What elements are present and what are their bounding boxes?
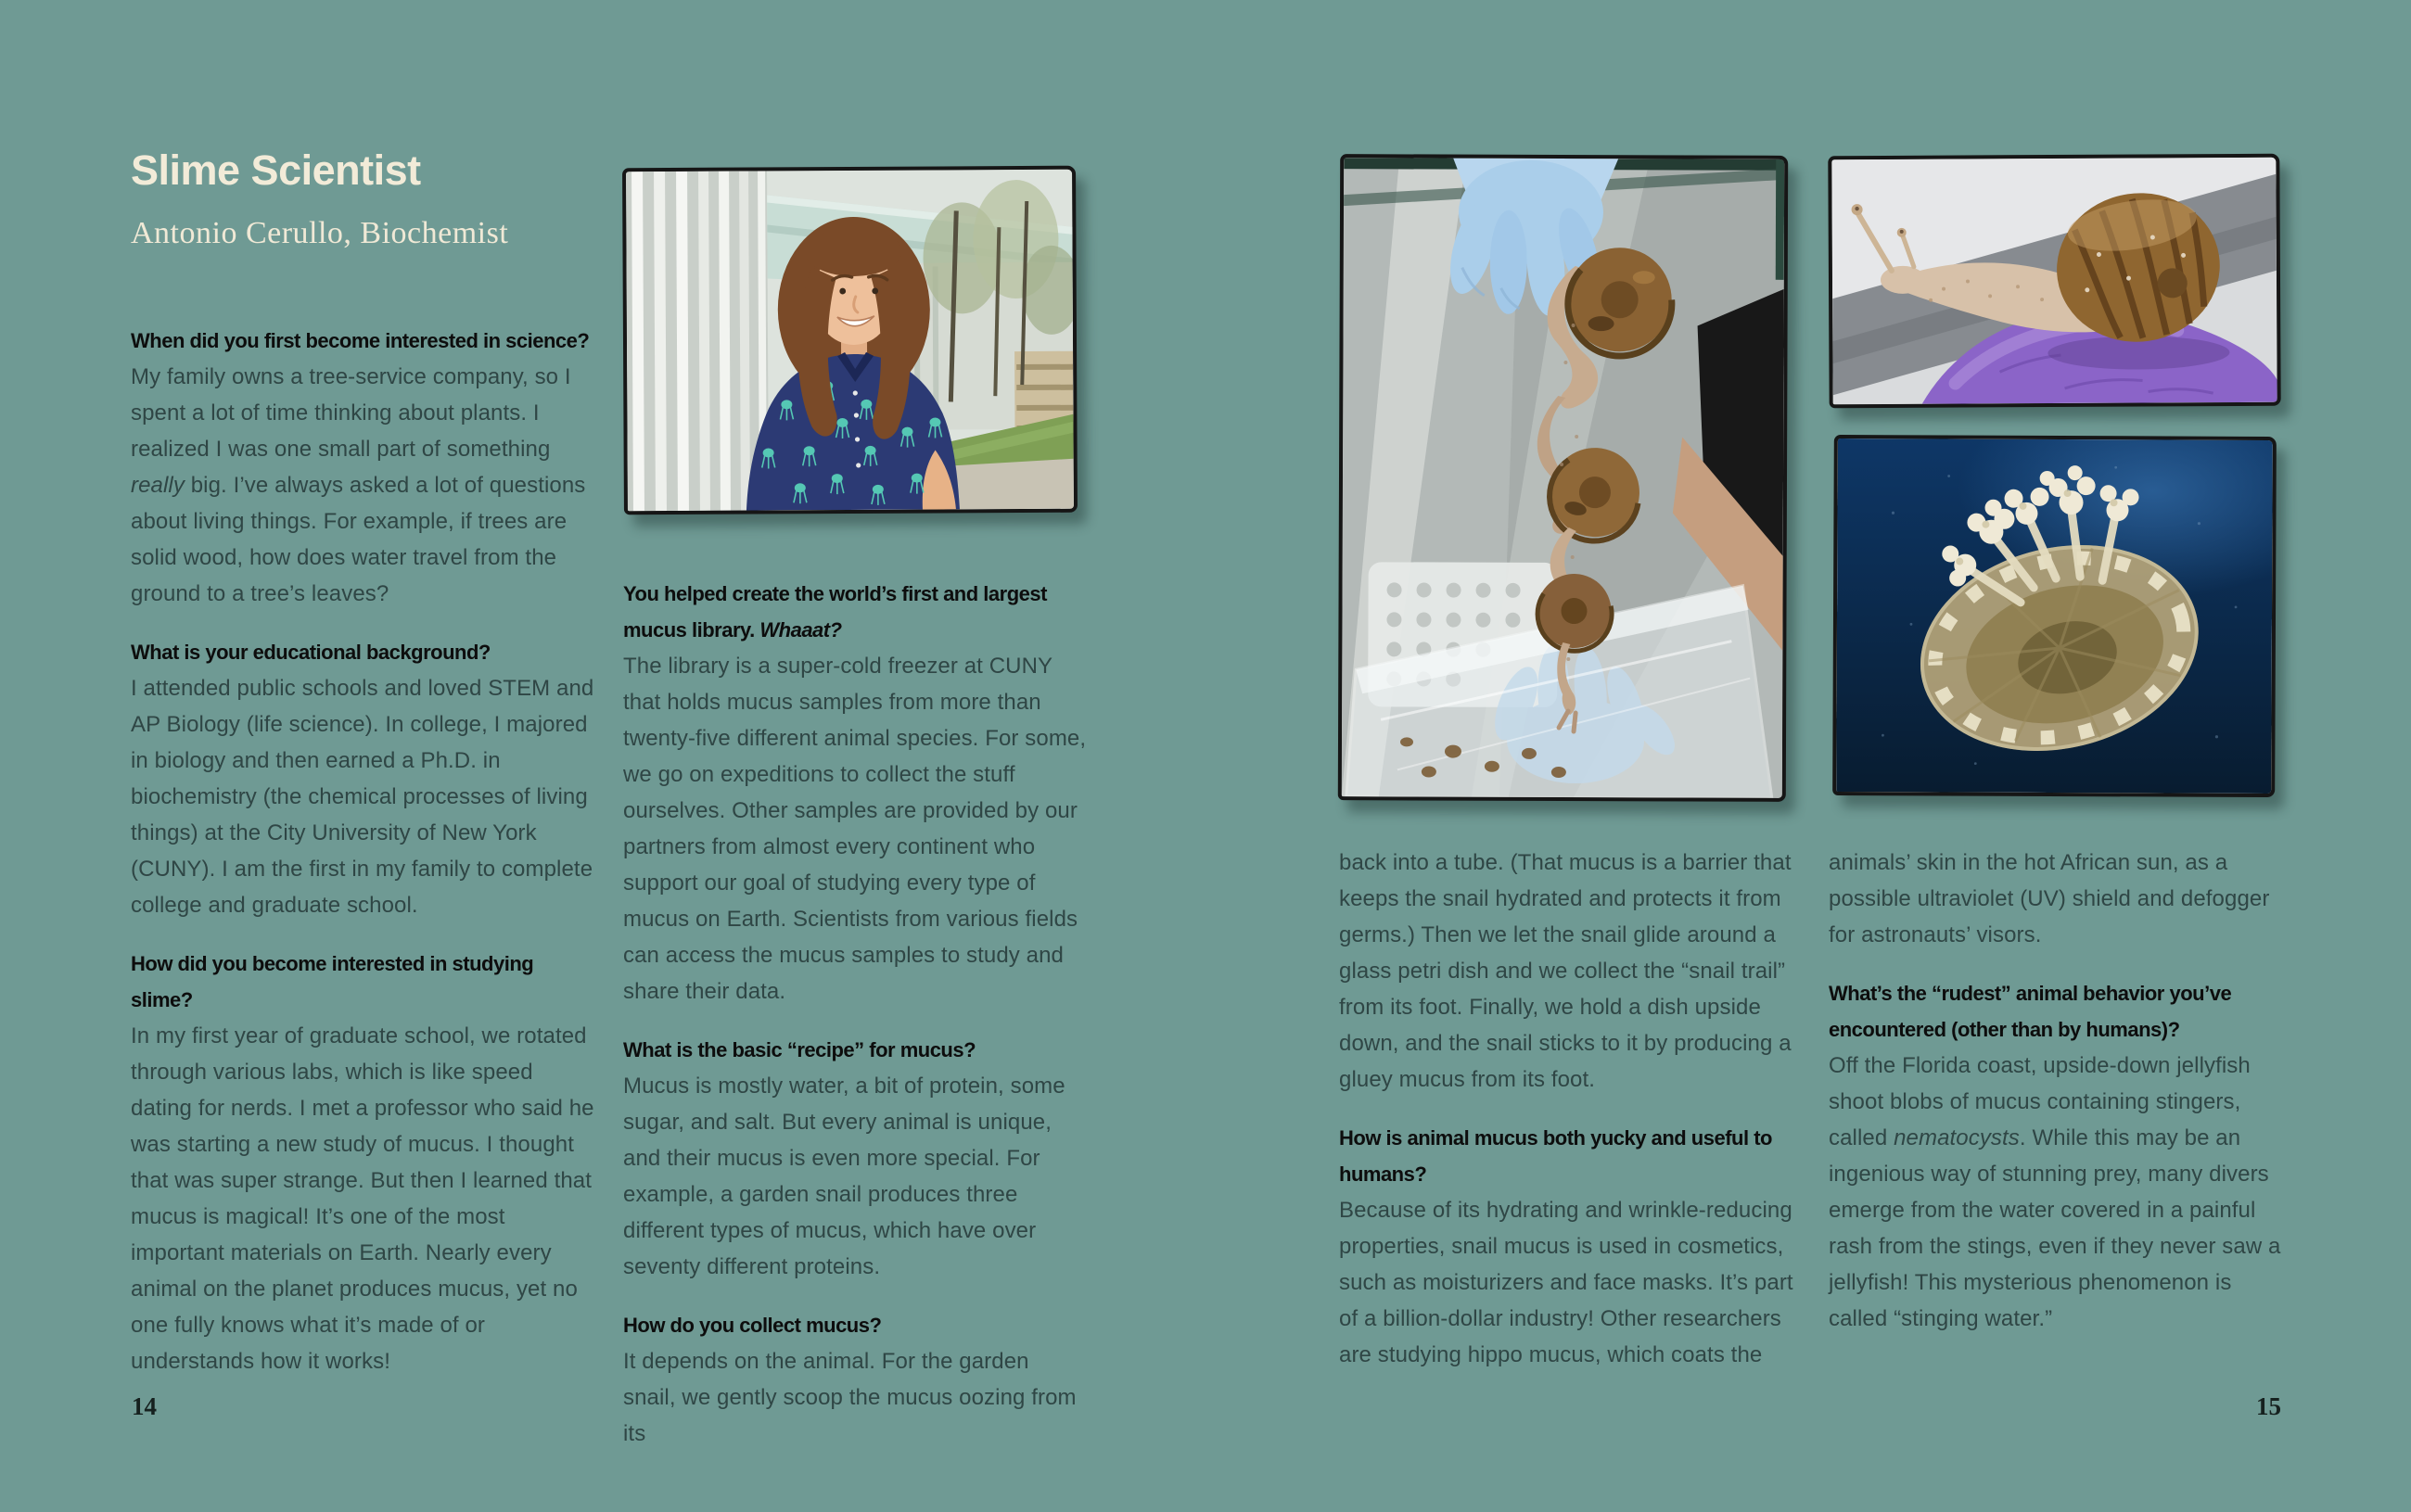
scientist-portrait-photo [622,166,1078,515]
question-heading: How do you collect mucus? [623,1314,882,1337]
page-title: Slime Scientist [131,146,421,194]
snail-shell [1567,248,1672,356]
answer-paragraph: I attended public schools and loved STEM and AP Biology (life science). In college, I majored in biology and then earned a Ph.D. in biochemistry (the chemical processes of living things) at the City University of New York (CUNY). I am the first in my family to complete college and graduate school. [131,676,594,918]
question-heading: How is animal mucus both yucky and useful to humans? [1339,1126,1772,1186]
answer-paragraph: In my first year of graduate school, we rotated through various labs, which is like speed dating for nerds. I met a professor who said he was starting a new study of mucus. I thought that was super strange. But then I learned that mucus is magical! It’s one of the most important materials on Earth. Nearly every animal on the planet produces mucus, yet no one fully knows what it’s made of or understands how it works! [131,1023,594,1374]
answer-paragraph: animals’ skin in the hot African sun, as a possible ultraviolet (UV) shield and defogger for astronauts’ visors. [1829,850,2270,947]
answer-paragraph: Mucus is mostly water, a bit of protein, some sugar, and salt. But every animal is unique, and their mucus is even more special. For example, a garden snail produces three different types of mucus, which have over seventy different proteins. [623,1074,1065,1279]
page-subtitle: Antonio Cerullo, Biochemist [131,216,509,250]
answer-paragraph: Off the Florida coast, upside-down jellyfish shoot blobs of mucus containing stingers, called nematocysts. While this may be an ingenious way of stunning prey, many divers emerge from the water covered in a painful rash from the stings, even if they never saw a jellyfish! This mysterious phenomenon is called “stinging water.” [1829,1053,2281,1331]
question-heading: You helped create the world’s first and largest mucus library. Whaaat? [623,582,1047,642]
answer-paragraph: back into a tube. (That mucus is a barrier that keeps the snail hydrated and protects it from germs.) Then we let the snail glide around a glass petri dish and we collect the “snail trail” from its foot. Finally, we hold a dish upside down, and the snail sticks to it by producing a gluey mucus from its foot. [1339,850,1792,1092]
jellyfish-photo [1832,435,2277,797]
interview-column-1 [131,323,594,1379]
building-columns [626,171,769,511]
question-heading: What is the basic “recipe” for mucus? [623,1038,976,1061]
question-heading: What’s the “rudest” animal behavior you’ve encountered (other than by humans)? [1829,982,2232,1041]
answer-paragraph: The library is a super-cold freezer at CUNY that holds mucus samples from more than twenty-five different animal species. For some, we go on expeditions to collect the stuff ourselves. Other samples are provided by our partners from almost every continent who support our goal of studying every type of mucus on Earth. Scientists from various fields can access the mucus samples to study and share their data. [623,654,1087,1004]
scientist-portrait-illustration [626,170,1074,512]
snail-chain-illustration [1342,158,1784,798]
question-heading: How did you become interested in studying slime? [131,952,534,1011]
answer-paragraph: Because of its hydrating and wrinkle-reducing properties, snail mucus is used in cosmetics, such as moisturizers and face masks. It’s part of a billion-dollar industry! Other researchers are studying hippo mucus, which coats the [1339,1198,1793,1367]
snail-head [1881,266,1925,294]
answer-paragraph: My family owns a tree-service company, so I spent a lot of time thinking about plants. I realized I was one small part of something really big. I’ve always asked a lot of questions about living things. For example, if trees are solid wood, how does water travel from the ground to a tree’s leaves? [131,364,586,606]
page-number-right: 15 [2256,1392,2281,1420]
page-number-left: 14 [132,1392,157,1420]
question-heading: What is your educational background? [131,641,491,664]
snail-on-glove-photo [1828,154,2280,409]
interview-column-3 [1339,845,1803,1373]
snail-chain-photo [1338,154,1788,802]
interview-column-2 [623,576,1087,1452]
snail-on-glove-illustration [1831,158,2277,405]
answer-paragraph: It depends on the animal. For the garden snail, we gently scoop the mucus oozing from its [623,1349,1077,1446]
jellyfish-illustration [1836,438,2273,794]
interview-column-4 [1829,845,2292,1337]
question-heading: When did you first become interested in science? [131,329,590,352]
